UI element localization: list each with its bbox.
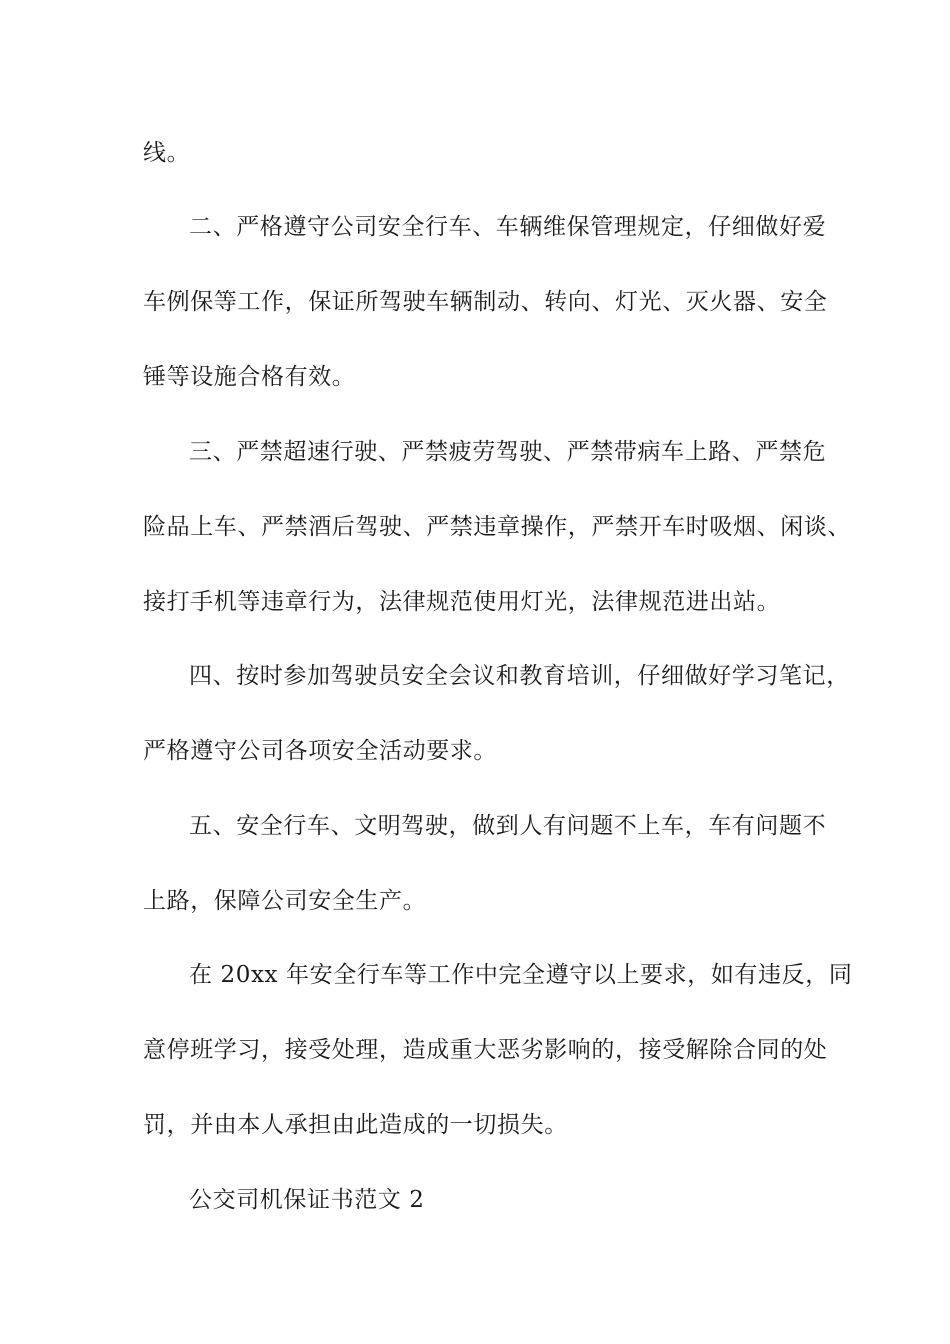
text-line-7: 接打手机等违章行为，法律规范使用灯光，法律规范进出站。 (143, 589, 781, 615)
text-line-1: 线。 (143, 140, 191, 166)
text-line-4: 锤等设施合格有效。 (143, 364, 356, 390)
text-line-13: 意停班学习，接受处理，造成重大恶劣影响的，接受解除合同的处 (143, 1037, 828, 1063)
text-line-14: 罚，并由本人承担由此造成的一切损失。 (143, 1112, 568, 1138)
text-line-8: 四、按时参加驾驶员安全会议和教育培训，仔细做好学习笔记， (189, 663, 850, 689)
text-line-3: 车例保等工作，保证所驾驶车辆制动、转向、灯光、灭火器、安全 (143, 289, 828, 315)
text-line-6: 险品上车、严禁酒后驾驶、严禁违章操作，严禁开车时吸烟、闲谈、 (143, 514, 851, 540)
text-line-11: 上路，保障公司安全生产。 (143, 888, 427, 914)
section-heading: 公交司机保证书范文 2 (189, 1187, 425, 1213)
text-line-12: 在 20xx 年安全行车等工作中完全遵守以上要求，如有违反，同 (189, 962, 853, 988)
text-line-9: 严格遵守公司各项安全活动要求。 (143, 738, 497, 764)
text-line-10: 五、安全行车、文明驾驶，做到人有问题不上车，车有问题不 (189, 813, 827, 839)
text-line-5: 三、严禁超速行驶、严禁疲劳驾驶、严禁带病车上路、严禁危 (189, 439, 827, 465)
text-line-2: 二、严格遵守公司安全行车、车辆维保管理规定，仔细做好爱 (189, 214, 827, 240)
